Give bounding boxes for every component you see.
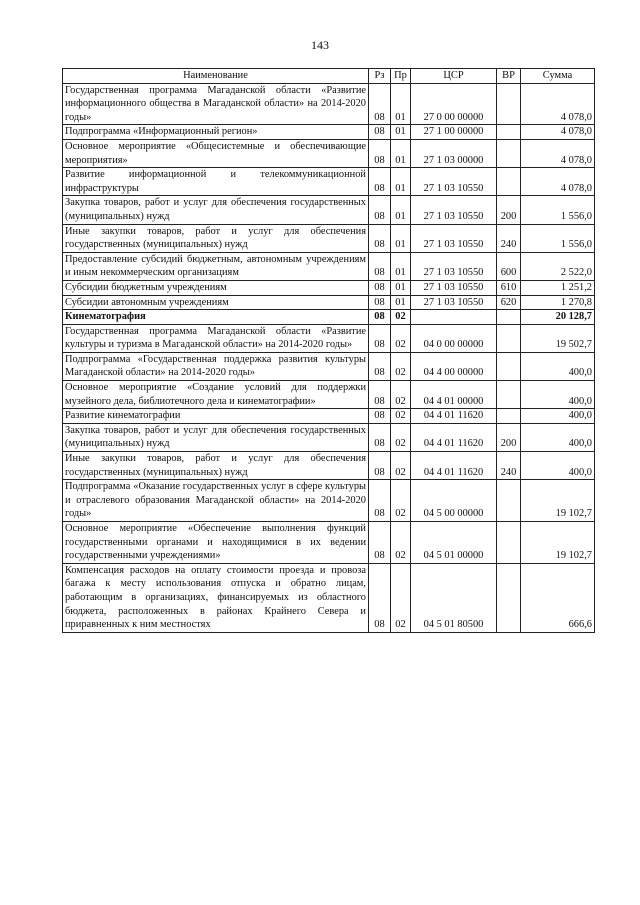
table-header-row [63,69,595,84]
cell-sum: 20 128,7 [521,310,595,325]
table-row [63,423,595,451]
cell-name: Подпрограмма «Оказание государственных услуг в сфере культуры и отраслевого образования Магаданской области» на 2014-2020 годы» [63,480,369,522]
cell-pr: 02 [391,423,411,451]
cell-name: Государственная программа Магаданской области «Развитие информационного общества в Магаданской области» на 2014-2020 годы» [63,83,369,125]
cell-rz: 08 [369,295,391,310]
column-header-pr: Пр [391,69,411,84]
table-row [63,310,595,325]
table-row [63,252,595,280]
cell-pr: 02 [391,522,411,564]
cell-csr: 27 1 03 10550 [411,196,497,224]
cell-rz: 08 [369,352,391,380]
cell-csr: 27 1 03 10550 [411,295,497,310]
cell-vr [497,352,521,380]
cell-pr: 01 [391,224,411,252]
cell-vr: 620 [497,295,521,310]
cell-pr: 02 [391,409,411,424]
cell-csr [411,310,497,325]
cell-pr: 01 [391,125,411,140]
cell-csr: 27 1 03 00000 [411,139,497,167]
table-row [63,409,595,424]
table-row [63,139,595,167]
cell-csr: 27 1 03 10550 [411,280,497,295]
cell-sum: 1 251,2 [521,280,595,295]
cell-pr: 01 [391,196,411,224]
cell-name: Субсидии автономным учреждениям [63,295,369,310]
cell-csr: 04 5 00 00000 [411,480,497,522]
cell-name: Подпрограмма «Информационный регион» [63,125,369,140]
cell-vr [497,563,521,632]
cell-sum: 4 078,0 [521,139,595,167]
cell-pr: 01 [391,295,411,310]
cell-sum: 400,0 [521,352,595,380]
cell-rz: 08 [369,423,391,451]
cell-name: Основное мероприятие «Создание условий для поддержки музейного дела, библиотечного дела и кинематографии» [63,381,369,409]
cell-rz: 08 [369,522,391,564]
cell-sum: 19 502,7 [521,324,595,352]
page-number: 143 [311,38,329,52]
cell-sum: 4 078,0 [521,168,595,196]
column-header-vr: ВР [497,69,521,84]
cell-pr: 02 [391,381,411,409]
cell-pr: 02 [391,352,411,380]
cell-sum: 4 078,0 [521,125,595,140]
table-row [63,324,595,352]
cell-vr: 200 [497,423,521,451]
cell-csr: 04 4 01 00000 [411,381,497,409]
cell-pr: 02 [391,480,411,522]
cell-name: Закупка товаров, работ и услуг для обеспечения государственных (муниципальных) нужд [63,423,369,451]
cell-pr: 02 [391,310,411,325]
cell-name: Государственная программа Магаданской области «Развитие культуры и туризма в Магаданской области» на 2014-2020 годы» [63,324,369,352]
cell-csr: 04 5 01 80500 [411,563,497,632]
cell-csr: 27 0 00 00000 [411,83,497,125]
cell-name: Субсидии бюджетным учреждениям [63,280,369,295]
table-row [63,352,595,380]
table-row [63,280,595,295]
cell-sum: 4 078,0 [521,83,595,125]
cell-sum: 400,0 [521,381,595,409]
cell-pr: 02 [391,324,411,352]
cell-pr: 01 [391,139,411,167]
column-header-sum: Сумма [521,69,595,84]
cell-rz: 08 [369,480,391,522]
column-header-rz: Рз [369,69,391,84]
cell-csr: 27 1 03 10550 [411,168,497,196]
cell-sum: 2 522,0 [521,252,595,280]
cell-rz: 08 [369,409,391,424]
cell-vr: 240 [497,224,521,252]
cell-rz: 08 [369,139,391,167]
cell-rz: 08 [369,224,391,252]
table-row [63,381,595,409]
cell-vr: 600 [497,252,521,280]
cell-vr [497,83,521,125]
cell-sum: 400,0 [521,409,595,424]
cell-rz: 08 [369,125,391,140]
cell-vr: 610 [497,280,521,295]
cell-csr: 04 4 00 00000 [411,352,497,380]
table-row [63,168,595,196]
cell-csr: 04 5 01 00000 [411,522,497,564]
cell-rz: 08 [369,280,391,295]
table-row [63,563,595,632]
cell-pr: 01 [391,168,411,196]
table-row [63,522,595,564]
cell-pr: 02 [391,452,411,480]
cell-vr [497,381,521,409]
cell-csr: 04 4 01 11620 [411,423,497,451]
cell-pr: 01 [391,280,411,295]
cell-rz: 08 [369,324,391,352]
cell-name: Предоставление субсидий бюджетным, автономным учреждениям и иным некоммерческим организациям [63,252,369,280]
table-row [63,295,595,310]
cell-csr: 27 1 03 10550 [411,224,497,252]
cell-rz: 08 [369,563,391,632]
cell-vr [497,168,521,196]
cell-rz: 08 [369,252,391,280]
cell-name: Основное мероприятие «Обеспечение выполнения функций государственными органами и находящимися в их ведении государственными учреждениями» [63,522,369,564]
cell-sum: 19 102,7 [521,522,595,564]
table-row [63,452,595,480]
cell-sum: 400,0 [521,452,595,480]
cell-name: Кинематография [63,310,369,325]
cell-rz: 08 [369,452,391,480]
table-row [63,480,595,522]
cell-csr: 04 4 01 11620 [411,409,497,424]
cell-vr: 240 [497,452,521,480]
table-row [63,83,595,125]
cell-name: Развитие кинематографии [63,409,369,424]
cell-sum: 400,0 [521,423,595,451]
column-header-csr: ЦСР [411,69,497,84]
cell-csr: 27 1 00 00000 [411,125,497,140]
cell-sum: 1 556,0 [521,196,595,224]
cell-vr: 200 [497,196,521,224]
cell-sum: 19 102,7 [521,480,595,522]
table-row [63,196,595,224]
cell-vr [497,324,521,352]
cell-rz: 08 [369,83,391,125]
cell-name: Развитие информационной и телекоммуникационной инфраструктуры [63,168,369,196]
cell-name: Иные закупки товаров, работ и услуг для обеспечения государственных (муниципальных) нужд [63,452,369,480]
cell-vr [497,139,521,167]
cell-rz: 08 [369,310,391,325]
cell-name: Закупка товаров, работ и услуг для обеспечения государственных (муниципальных) нужд [63,196,369,224]
cell-sum: 666,6 [521,563,595,632]
cell-pr: 01 [391,83,411,125]
cell-vr [497,409,521,424]
cell-sum: 1 270,8 [521,295,595,310]
cell-vr [497,522,521,564]
budget-table [62,68,595,633]
cell-csr: 27 1 03 10550 [411,252,497,280]
cell-rz: 08 [369,196,391,224]
column-header-name: Наименование [63,69,369,84]
cell-rz: 08 [369,168,391,196]
cell-name: Основное мероприятие «Общесистемные и обеспечивающие мероприятия» [63,139,369,167]
table-body [63,83,595,632]
cell-name: Компенсация расходов на оплату стоимости проезда и провоза багажа к месту использования отпуска и обратно лицам, работающим в организациях, финансируемых из областного бюджета, расположенных в районах Крайнего Севера и приравненных к ним местностях [63,563,369,632]
cell-vr [497,310,521,325]
cell-sum: 1 556,0 [521,224,595,252]
cell-name: Подпрограмма «Государственная поддержка развития культуры Магаданской области» на 2014-2020 годы» [63,352,369,380]
cell-vr [497,480,521,522]
cell-name: Иные закупки товаров, работ и услуг для обеспечения государственных (муниципальных) нужд [63,224,369,252]
cell-rz: 08 [369,381,391,409]
cell-vr [497,125,521,140]
cell-pr: 01 [391,252,411,280]
cell-csr: 04 4 01 11620 [411,452,497,480]
table-row [63,224,595,252]
cell-csr: 04 0 00 00000 [411,324,497,352]
cell-pr: 02 [391,563,411,632]
table-row [63,125,595,140]
